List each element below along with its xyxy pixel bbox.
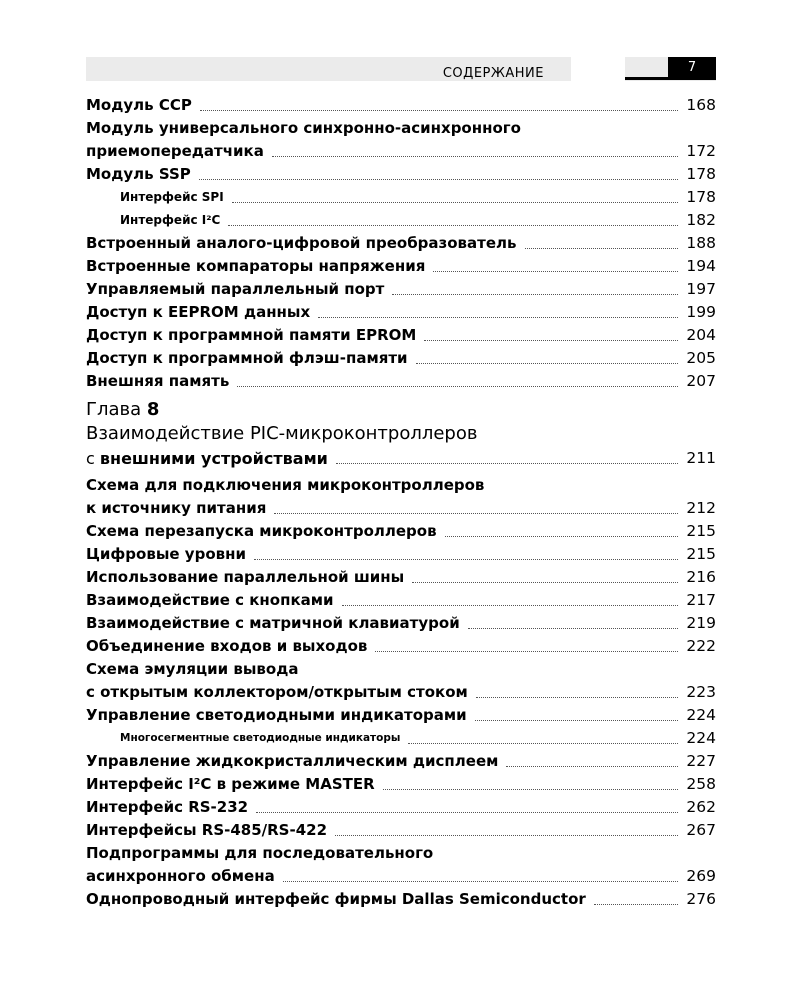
- toc-entry-page: 204: [686, 326, 716, 344]
- toc-entry-page: 199: [686, 303, 716, 321]
- toc-entry-title: Модуль SSP: [86, 165, 191, 183]
- toc-entry-title: асинхронного обмена: [86, 867, 275, 885]
- toc-entry-title: с открытым коллектором/открытым стоком: [86, 683, 468, 701]
- toc-entry-page: 207: [686, 372, 716, 390]
- dot-leader: [335, 835, 678, 836]
- toc-entry-title: Доступ к программной памяти EPROM: [86, 326, 417, 344]
- dot-leader: [445, 536, 679, 537]
- toc-entry-page: 182: [686, 211, 716, 229]
- dot-leader: [336, 463, 679, 464]
- dot-leader: [412, 582, 678, 583]
- toc-entry: [86, 278, 716, 301]
- toc-entry-title: Управление светодиодными индикаторами: [86, 706, 467, 724]
- chapter-title-line2: [86, 447, 328, 470]
- toc-entry: [86, 888, 716, 911]
- toc-entry-line1: Подпрограммы для последовательного: [86, 844, 434, 862]
- dot-leader: [476, 697, 679, 698]
- toc-subentry: [86, 209, 716, 232]
- toc-entry: [86, 543, 716, 566]
- toc-entry: [86, 589, 716, 612]
- toc-entry-page: 178: [686, 165, 716, 183]
- toc-entry-page: 178: [686, 188, 716, 206]
- toc-entry: [86, 301, 716, 324]
- toc-entry-page: 258: [686, 775, 716, 793]
- toc-entry-title: Однопроводный интерфейс фирмы Dallas Semiconductor: [86, 890, 586, 908]
- toc-entry-page: 197: [686, 280, 716, 298]
- table-of-contents: [86, 94, 716, 911]
- toc-entry-title: Схема перезапуска микроконтроллеров: [86, 522, 437, 540]
- toc-entry-page: 168: [686, 96, 716, 114]
- toc-entry-page: 276: [686, 890, 716, 908]
- toc-entry-page: 262: [686, 798, 716, 816]
- toc-entry-page: 212: [686, 499, 716, 517]
- dot-leader: [232, 202, 679, 203]
- toc-entry-page: 172: [686, 142, 716, 160]
- toc-entry: [86, 520, 716, 543]
- page-number: 7: [668, 57, 716, 79]
- dot-leader: [228, 225, 678, 226]
- dot-leader: [375, 651, 678, 652]
- dot-leader: [416, 363, 679, 364]
- toc-entry: [86, 347, 716, 370]
- toc-entry-title: Интерфейс SPI: [120, 190, 224, 204]
- toc-entry: [86, 796, 716, 819]
- toc-entry: [86, 497, 716, 520]
- chapter-title-entry: [86, 447, 716, 470]
- dot-leader: [318, 317, 678, 318]
- dot-leader: [200, 110, 679, 111]
- toc-entry-page: 216: [686, 568, 716, 586]
- toc-entry-title: Использование параллельной шины: [86, 568, 405, 586]
- toc-entry-page: 194: [686, 257, 716, 275]
- dot-leader: [256, 812, 678, 813]
- dot-leader: [475, 720, 679, 721]
- toc-entry-page: 219: [686, 614, 716, 632]
- chapter-title-line1: Взаимодействие PIC-микроконтроллеров: [86, 423, 478, 444]
- toc-entry-line1: Схема для подключения микроконтроллеров: [86, 476, 485, 494]
- dot-leader: [468, 628, 679, 629]
- toc-entry: [86, 566, 716, 589]
- toc-entry: [86, 140, 716, 163]
- toc-entry-title: Встроенный аналого-цифровой преобразователь: [86, 234, 517, 252]
- toc-entry-page: 223: [686, 683, 716, 701]
- toc-entry: [86, 612, 716, 635]
- toc-entry-title: Интерфейс RS-232: [86, 798, 249, 816]
- dot-leader: [506, 766, 678, 767]
- dot-leader: [237, 386, 678, 387]
- toc-entry: [86, 94, 716, 117]
- toc-entry-page: 269: [686, 867, 716, 885]
- dot-leader: [274, 513, 678, 514]
- toc-entry-title: Интерфейс I²C: [120, 213, 221, 227]
- dot-leader: [594, 904, 679, 905]
- chapter-title-prefix: с: [86, 449, 100, 468]
- chapter-number: 8: [146, 399, 160, 420]
- toc-entry: [86, 704, 716, 727]
- toc-entry-title: Взаимодействие с кнопками: [86, 591, 334, 609]
- toc-entry: [86, 750, 716, 773]
- chapter-title-bold: внешними устройствами: [99, 449, 328, 468]
- toc-entry: [86, 324, 716, 347]
- dot-leader: [392, 294, 678, 295]
- toc-entry-page: 211: [686, 449, 716, 467]
- toc-entry-title: Управление жидкокристаллическим дисплеем: [86, 752, 499, 770]
- header-gap: [571, 57, 625, 81]
- toc-entry: [86, 865, 716, 888]
- dot-leader: [525, 248, 679, 249]
- dot-leader: [283, 881, 679, 882]
- toc-entry-page: 224: [686, 729, 716, 747]
- dot-leader: [408, 743, 678, 744]
- toc-entry-title: Цифровые уровни: [86, 545, 246, 563]
- toc-entry-title: Интерфейсы RS-485/RS-422: [86, 821, 328, 839]
- dot-leader: [254, 559, 678, 560]
- toc-entry-page: 267: [686, 821, 716, 839]
- toc-entry-page: 222: [686, 637, 716, 655]
- toc-entry-line1: Модуль универсального синхронно-асинхронного: [86, 119, 521, 137]
- toc-entry-page: 227: [686, 752, 716, 770]
- chapter-label: Глава: [86, 399, 147, 420]
- toc-entry-title: Доступ к программной флэш-памяти: [86, 349, 408, 367]
- toc-entry-title: Встроенные компараторы напряжения: [86, 257, 426, 275]
- toc-entry: [86, 370, 716, 393]
- toc-entry-title: Интерфейс I²C в режиме MASTER: [86, 775, 375, 793]
- toc-subentry: [86, 727, 716, 750]
- toc-entry: [86, 681, 716, 704]
- toc-entry-page: 217: [686, 591, 716, 609]
- toc-entry: [86, 255, 716, 278]
- toc-entry-title: Взаимодействие с матричной клавиатурой: [86, 614, 460, 632]
- chapter-heading: [86, 399, 716, 421]
- toc-entry-page: 215: [686, 545, 716, 563]
- toc-entry-line1: Схема эмуляции вывода: [86, 660, 299, 678]
- dot-leader: [433, 271, 678, 272]
- toc-entry-title: Объединение входов и выходов: [86, 637, 368, 655]
- dot-leader: [342, 605, 679, 606]
- toc-entry: [86, 635, 716, 658]
- toc-entry-page: 205: [686, 349, 716, 367]
- toc-entry-title: к источнику питания: [86, 499, 267, 517]
- toc-entry: [86, 232, 716, 255]
- toc-entry-page: 224: [686, 706, 716, 724]
- toc-subentry: [86, 186, 716, 209]
- dot-leader: [199, 179, 679, 180]
- toc-entry-title: Модуль CCP: [86, 96, 192, 114]
- toc-entry-title: Многосегментные светодиодные индикаторы: [120, 732, 401, 744]
- running-header: СОДЕРЖАНИЕ: [442, 66, 544, 81]
- toc-entry-title: Доступ к EEPROM данных: [86, 303, 311, 321]
- toc-entry-title: приемопередатчика: [86, 142, 264, 160]
- toc-entry-title: Внешняя память: [86, 372, 230, 390]
- toc-entry: [86, 819, 716, 842]
- dot-leader: [424, 340, 678, 341]
- dot-leader: [383, 789, 679, 790]
- toc-entry: [86, 773, 716, 796]
- dot-leader: [272, 156, 679, 157]
- toc-entry-title: Управляемый параллельный порт: [86, 280, 385, 298]
- toc-entry-page: 188: [686, 234, 716, 252]
- toc-entry: [86, 163, 716, 186]
- toc-entry-page: 215: [686, 522, 716, 540]
